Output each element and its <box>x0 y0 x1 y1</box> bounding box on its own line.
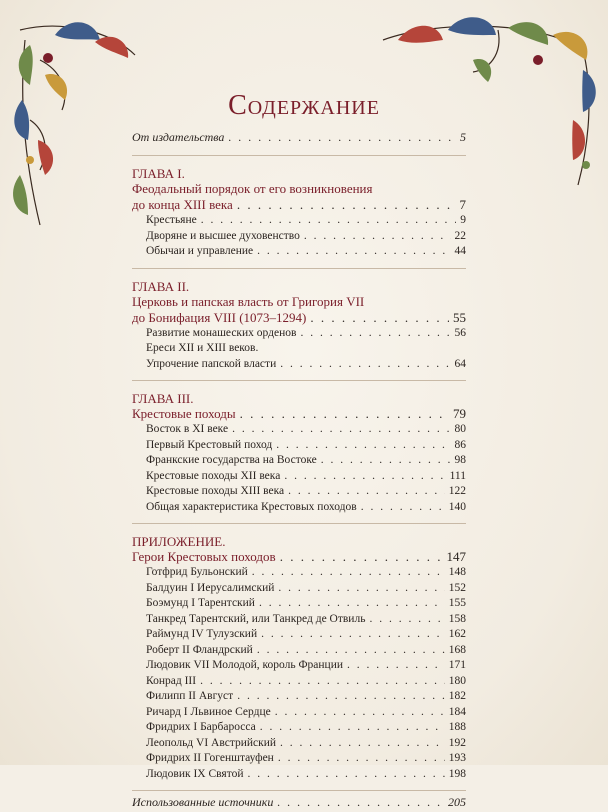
page-title: Содержание <box>228 90 380 121</box>
chapter-label: ГЛАВА II. <box>132 278 190 294</box>
toc-entry[interactable]: Фридрих I Барбаросса . . . 188 <box>132 720 466 736</box>
toc-entry[interactable]: Конрад III . . . 180 <box>132 674 466 690</box>
toc-entry[interactable]: Упрочение папской власти . . . 64 <box>132 357 466 373</box>
toc-entry[interactable]: Ричард I Львиное Сердце . . . 184 <box>132 705 466 721</box>
toc-entry[interactable]: Балдуин I Иерусалимский . . . 152 <box>132 581 466 597</box>
table-of-contents <box>132 130 466 812</box>
chapter-label: ГЛАВА III. <box>132 391 194 406</box>
toc-entry[interactable]: Людовик IX Святой . . . 198 <box>132 767 466 783</box>
toc-entry-appendix[interactable] <box>132 549 466 565</box>
toc-entry-front[interactable] <box>132 130 466 147</box>
toc-entry[interactable]: Фридрих II Гогенштауфен . . . 193 <box>132 751 466 767</box>
toc-entry[interactable]: Танкред Тарентский, или Танкред де Отвиль . . . 158 <box>132 612 466 628</box>
toc-entry-page: 55 <box>453 309 466 325</box>
toc-entry[interactable]: Боэмунд I Тарентский . . . 155 <box>132 596 466 612</box>
toc-entry[interactable]: Обычаи и управление . . . 44 <box>132 244 466 260</box>
divider <box>132 523 466 524</box>
chapter-title: Крестовые походы <box>132 406 236 421</box>
toc-entry[interactable]: Роберт II Фландрский . . . 168 <box>132 643 466 659</box>
toc-entry[interactable]: Раймунд IV Тулузский . . . 162 <box>132 627 466 643</box>
toc-entry-chapter-2[interactable] <box>132 310 466 326</box>
toc-entry[interactable]: Крестовые походы XII века . . . 111 <box>132 469 466 485</box>
toc-entry[interactable]: Восток в XI веке . . . 80 <box>132 422 466 438</box>
divider <box>132 790 466 791</box>
toc-entry-page: 79 <box>453 406 466 421</box>
chapter-title: до конца XIII века <box>132 197 233 212</box>
toc-entry[interactable]: Ереси XII и XIII веков. <box>146 342 259 354</box>
toc-entry-chapter-3[interactable] <box>132 406 466 422</box>
chapter-label: ГЛАВА I. <box>132 166 185 181</box>
toc-entry[interactable]: Общая характеристика Крестовых походов . . . 140 <box>132 500 466 516</box>
toc-entry[interactable]: Филипп II Август . . . 182 <box>132 689 466 705</box>
chapter-title: Герои Крестовых походов <box>132 549 276 564</box>
toc-entry-chapter-1[interactable] <box>132 197 466 213</box>
toc-entry[interactable]: Дворяне и высшее духовенство . . . 22 <box>132 229 466 245</box>
chapter-title: Феодальный порядок от его возникновения <box>132 181 373 196</box>
toc-entry[interactable]: Леопольд VI Австрийский . . . 192 <box>132 736 466 752</box>
toc-entry-back[interactable] <box>132 795 466 812</box>
toc-entry-label: От издательства <box>132 130 225 144</box>
toc-entry[interactable]: Первый Крестовый поход . . . 86 <box>132 438 466 454</box>
toc-entry-page: 147 <box>446 549 466 564</box>
toc-entry-label: Использованные источники <box>132 795 274 809</box>
chapter-label: ПРИЛОЖЕНИЕ. <box>132 534 226 549</box>
toc-entry[interactable]: Людовик VII Молодой, король Франции . . . 171 <box>132 658 466 674</box>
toc-entry[interactable]: Крестовые походы XIII века . . . 122 <box>132 484 466 500</box>
chapter-title: до Бонифация VIII (1073–1294) <box>132 309 307 325</box>
divider <box>132 380 466 381</box>
divider <box>132 268 466 269</box>
toc-entry[interactable]: Крестьяне . . . 9 <box>132 213 466 229</box>
toc-entry-page: 205 <box>448 795 466 809</box>
toc-entry[interactable]: Франкские государства на Востоке . . . 98 <box>132 453 466 469</box>
divider <box>132 155 466 156</box>
toc-entry-page: 7 <box>459 197 466 212</box>
toc-entry[interactable]: Готфрид Бульонский . . . 148 <box>132 565 466 581</box>
toc-entry[interactable]: Развитие монашеских орденов . . . 56 <box>132 326 466 342</box>
toc-entry-page: 5 <box>460 130 466 144</box>
chapter-title: Церковь и папская власть от Григория VII <box>132 293 365 309</box>
